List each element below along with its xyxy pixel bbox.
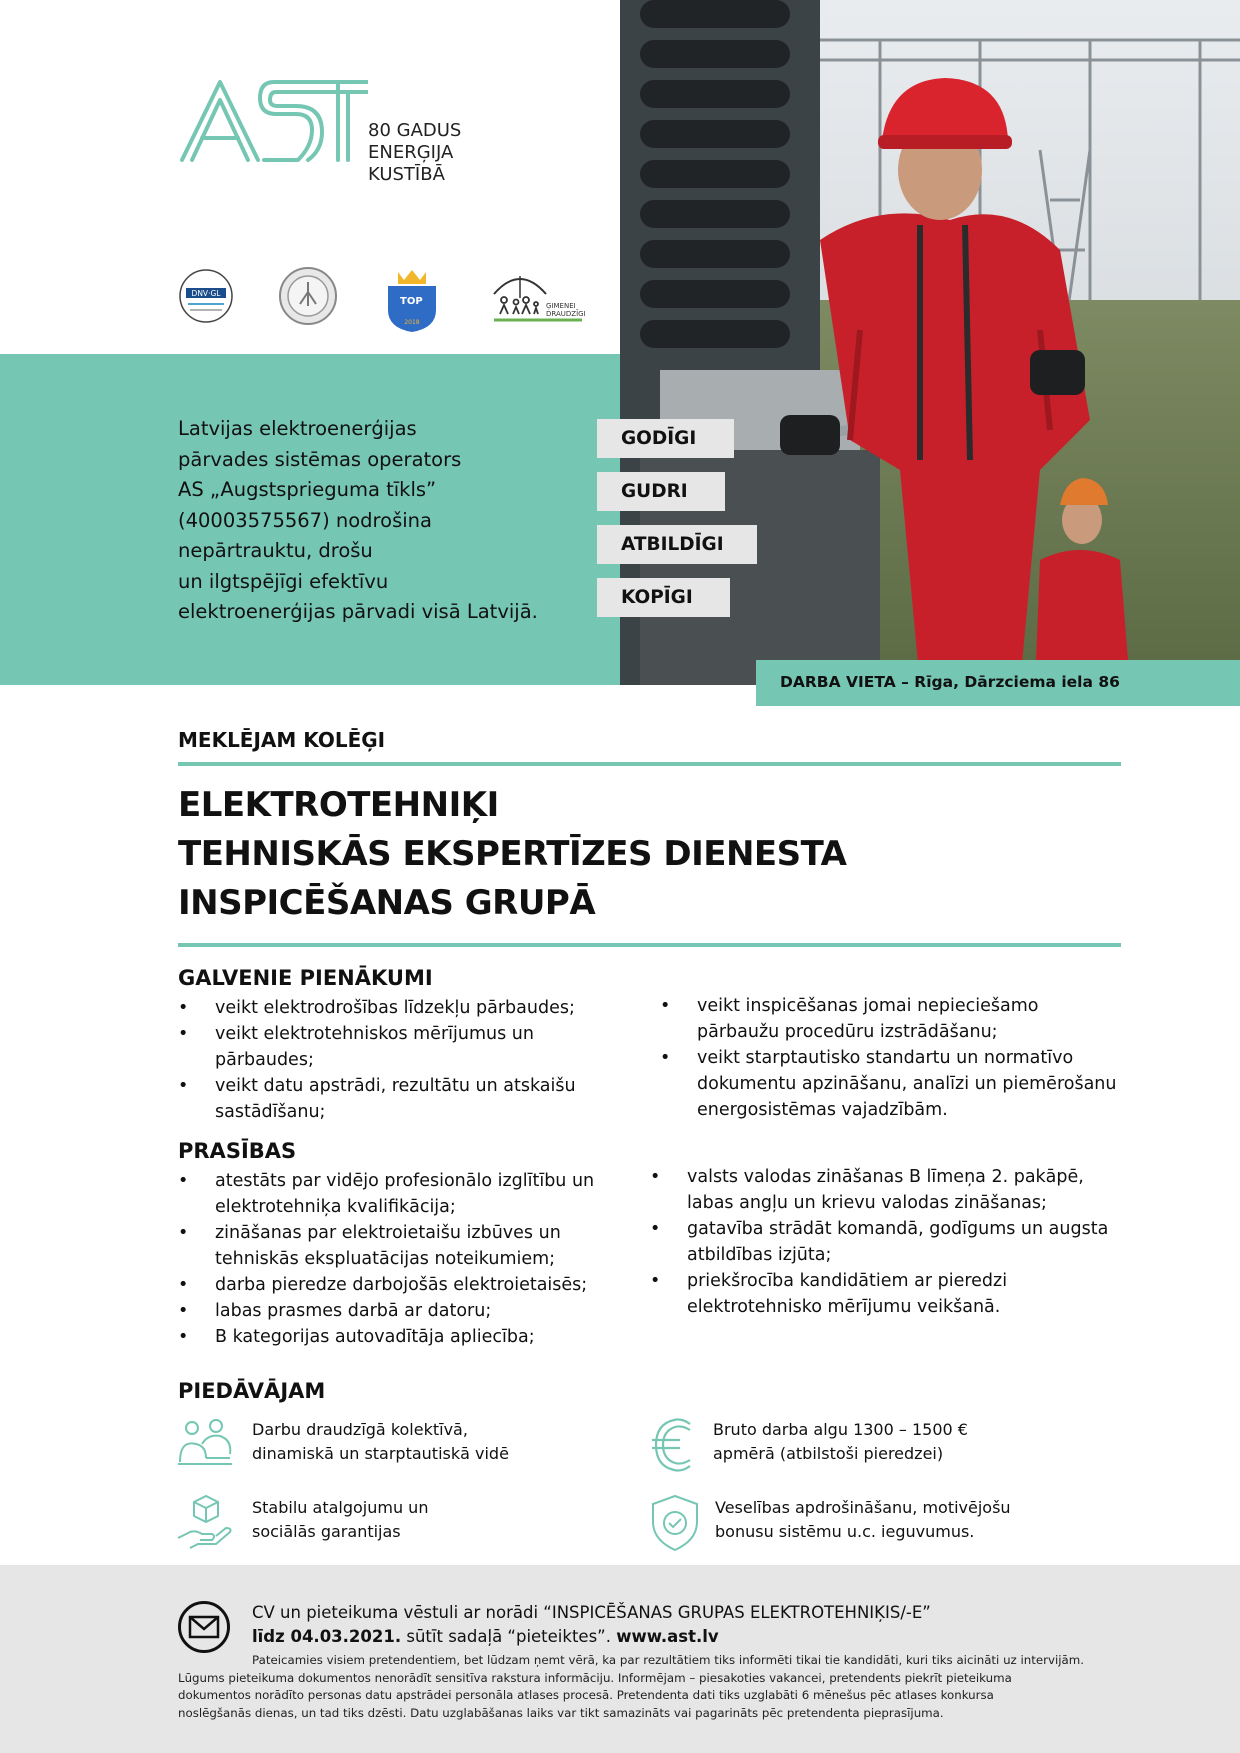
seal-badge [278, 266, 338, 330]
list-item: • veikt inspicēšanas jomai nepieciešamo pārbaužu procedūru izstrādāšanu; [660, 993, 1120, 1045]
list-item: • atestāts par vidējo profesionālo izglītību un elektrotehniķa kvalifikācija; [178, 1168, 633, 1220]
list-item: • darba pieredze darbojošās elektroietaisēs; [178, 1272, 633, 1298]
dnv-certification-badge [178, 266, 234, 332]
family-label-1: ĢIMENEI [546, 302, 576, 310]
list-item: • veikt elektrotehniskos mērījumus un pārbaudes; [178, 1021, 633, 1073]
euro-icon [650, 1416, 696, 1478]
requirements-heading: PRASĪBAS [178, 1139, 297, 1163]
ast-wordmark [178, 78, 368, 168]
duties-list-right [660, 993, 1120, 1123]
divider-bottom [178, 943, 1121, 947]
list-item: • priekšrocība kandidātiem ar pieredzi elektrotehnisko mērījumu veikšanā. [650, 1268, 1120, 1320]
offer-item-1: Darbu draudzīgā kolektīvā, dinamiskā un starptautiskā vidē [252, 1420, 509, 1463]
value-label-honest: GODĪGI [597, 419, 734, 458]
list-item: • veikt elektrodrošības līdzekļu pārbaudes; [178, 995, 633, 1021]
duties-heading: GALVENIE PIENĀKUMI [178, 966, 433, 990]
list-item: • valsts valodas zināšanas B līmeņa 2. pakāpē, labas angļu un krievu valodas zināšanas; [650, 1164, 1120, 1216]
offer-item-4: Veselības apdrošināšanu, motivējošu bonusu sistēmu u.c. ieguvumus. [715, 1498, 1011, 1541]
value-label-responsible: ATBILDĪGI [597, 525, 757, 564]
job-title-line-3: INSPICĒŠANAS GRUPĀ [178, 883, 596, 923]
top-label: TOP [400, 296, 423, 307]
divider-top [178, 762, 1121, 766]
top-year: 2018 [404, 319, 420, 326]
duties-list-left [178, 995, 633, 1125]
work-location: DARBA VIETA – Rīga, Dārzciema iela 86 [780, 673, 1120, 691]
family-friendly-badge [490, 268, 586, 330]
send-instructions: sūtīt sadaļā “pieteiktes”. [401, 1627, 617, 1646]
website-link[interactable]: www.ast.lv [616, 1627, 719, 1646]
list-item: • veikt starptautisko standartu un normatīvo dokumentu apzināšanu, analīzi un piemērošanu energosistēmas vajadzībām. [660, 1045, 1120, 1123]
ast-logo [178, 78, 368, 172]
offer-item-2: Bruto darba algu 1300 – 1500 € apmērā (atbilstoši pieredzei) [713, 1420, 968, 1463]
kicker: MEKLĒJAM KOLĒĢI [178, 728, 386, 752]
envelope-icon [178, 1601, 230, 1653]
list-item: • veikt datu apstrādi, rezultātu un atskaišu sastādīšanu; [178, 1073, 633, 1125]
offer-heading: PIEDĀVĀJAM [178, 1379, 326, 1403]
dnv-label: DNV·GL [191, 289, 221, 298]
fine-print: Pateicamies visiem pretendentiem, bet lūdzam ņemt vērā, ka par rezultātiem tiks informēti tikai tie kandidāti, kuri tiks aicināti uz intervijām. Lūgums pieteikuma dokumentos nenorādīt sensitīva rakstura informāciju. Informējam – piesakoties vakancei, pretendents piekrīt pieteikuma dokumentos norādīto personas datu apstrādei personāla atlases procesā. Pretendenta dati tiks uzglabāti 6 mēnešus pēc atlases konkursa noslēgšanās dienas, un tad tiks dzēsti. Datu uzglabāšanas laiks var tikt samazināts vai pagarināts pēc pretendenta pieprasījuma. [178, 1653, 1084, 1720]
requirements-list-right [650, 1164, 1120, 1320]
logo-tagline: 80 GADUS ENERĢIJA KUSTĪBĀ [368, 120, 462, 185]
job-title-line-1: ELEKTROTEHNIĶI [178, 785, 499, 825]
family-label-2: DRAUDZĪGI [546, 310, 586, 318]
deadline: līdz 04.03.2021. [252, 1627, 402, 1646]
job-title-line-2: TEHNISKĀS EKSPERTĪZES DIENESTA [178, 834, 847, 874]
people-icon [176, 1418, 234, 1476]
list-item: • zināšanas par elektroietaišu izbūves un tehniskās ekspluatācijas noteikumiem; [178, 1220, 633, 1272]
requirements-list-left [178, 1168, 633, 1350]
list-item: • gatavība strādāt komandā, godīgums un augsta atbildības izjūta; [650, 1216, 1120, 1268]
value-label-together: KOPĪGI [597, 578, 730, 617]
offer-item-3: Stabilu atalgojumu un sociālās garantijas [252, 1498, 429, 1541]
application-deadline-line [252, 1627, 719, 1646]
list-item: • B kategorijas autovadītāja apliecība; [178, 1324, 633, 1350]
top-employer-badge [384, 266, 440, 338]
application-instructions: CV un pieteikuma vēstuli ar norādi “INSPICĒŠANAS GRUPAS ELEKTROTEHNIĶIS/-E” [252, 1603, 931, 1622]
list-item: • labas prasmes darbā ar datoru; [178, 1298, 633, 1324]
value-label-smart: GUDRI [597, 472, 725, 511]
company-intro: Latvijas elektroenerģijas pārvades sistēmas operators AS „Augstsprieguma tīkls” (40003575567) nodrošina nepārtrauktu, drošu un ilgtspējīgi efektīvu elektroenerģijas pārvadi visā Latvijā. [178, 417, 538, 623]
shield-check-icon [650, 1494, 700, 1556]
hand-box-icon [176, 1494, 232, 1556]
